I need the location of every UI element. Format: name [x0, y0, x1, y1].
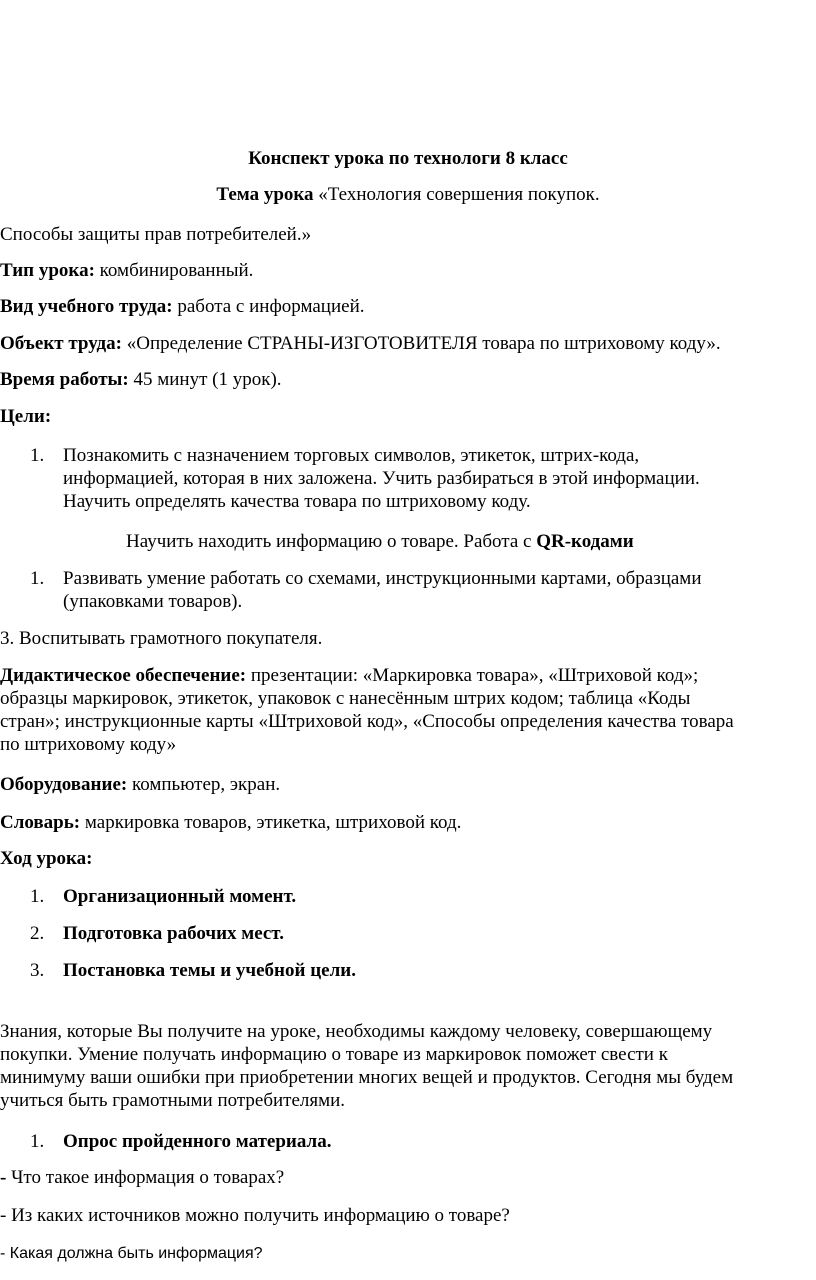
survey-step-text: Опрос пройденного материала.: [63, 1131, 332, 1152]
goal-item-3: 3. Воспитывать грамотного покупателя.: [0, 628, 323, 649]
lesson-type-label: Тип урока:: [0, 260, 95, 281]
lesson-type: [0, 259, 253, 282]
work-kind: [0, 295, 364, 318]
question-1: - Что такое информация о товарах?: [0, 1167, 285, 1188]
vocabulary-value: маркировка товаров, этикетка, штриховой код.: [84, 812, 462, 833]
work-object-label: Объект труда:: [0, 333, 122, 354]
document-page: Конспект урока по технологи 8 класс Тема урока «Технология совершения покупок. Способы защиты прав потребителей.» Тип урока: комбинированный. Вид учебного труда: работа с информацией. Объект труда: «Определение СТРАНЫ-ИЗГОТОВИТЕЛЯ товара по штриховому коду». Время работы: 45 минут (1 урок). Цели: 1. Познакомить с назначением торговых символов, этикеток, штрих-кода, информацией, которая в них заложена. Учить разбираться в этой информации. Научить определять качества товара по штриховому коду. Научить находить информацию о товаре. Работа с QR-кодами 1. Развивать умение работать со схемами, инструкционными картами, образцами (упаковками товаров). 3. Воспитывать грамотного покупателя. Дидактическое обеспечение: презентации: «Маркировка товара», «Штриховой код»; образцы маркировок, этикеток, упаковок с нанесённым штрих кодом; таблица «Коды стран»; инструкционные карты «Штриховой код», «Способы определения качества товара по штриховому коду» Оборудование: компьютер, экран. Словарь: маркировка товаров, этикетка, штриховой код. Ход урока: 1. Организационный момент. 2. Подготовка рабочих мест. 3. Постановка темы и учебной цели. Знания, которые Вы получите на уроке, необходимы каждому человеку, совершающему покупки. Умение получать информацию о товаре из маркировок поможет свести к минимуму ваши ошибки при приобретении многих вещей и продуктов. Сегодня мы будем учиться быть грамотными потребителями. 1. Опрос пройденного материала. - Что такое информация о товарах? - Из каких источников можно получить информацию о товаре? - Какая должна быть информация?: [0, 0, 816, 1280]
didactic-label: Дидактическое обеспечение:: [0, 665, 247, 686]
topic-line: [0, 183, 816, 206]
goal-centered-line: Научить находить информацию о товаре. Работа с QR-кодами: [126, 531, 634, 552]
work-kind-label: Вид учебного труда:: [0, 296, 173, 317]
work-time-value: 45 минут (1 урок).: [133, 369, 282, 390]
course-step-text: Подготовка рабочих мест.: [63, 923, 284, 944]
goal-item-2: [0, 567, 800, 614]
course-step-text: Организационный момент.: [63, 886, 297, 907]
list-number: 1.: [30, 886, 45, 907]
lesson-type-value: комбинированный.: [99, 260, 254, 281]
goal-item-text: Развивать умение работать со схемами, инструкционными картами, образцами (упаковками товаров).: [63, 568, 702, 612]
vocabulary-label: Словарь:: [0, 812, 81, 833]
work-time: [0, 368, 282, 391]
question-2: - Из каких источников можно получить информацию о товаре?: [0, 1205, 510, 1226]
list-number: 1.: [30, 568, 45, 589]
goals-heading: Цели:: [0, 406, 52, 427]
topic-value: «Технология совершения покупок.: [318, 184, 600, 205]
document-title: Конспект урока по технологи 8 класс: [248, 148, 568, 169]
work-object: [0, 332, 721, 355]
work-object-value: «Определение СТРАНЫ-ИЗГОТОВИТЕЛЯ товара по штриховому коду».: [126, 333, 721, 354]
equipment: [0, 773, 280, 796]
list-number: 3.: [30, 960, 45, 981]
course-step-text: Постановка темы и учебной цели.: [63, 960, 356, 981]
goal-item-1: [0, 444, 800, 514]
topic-label: Тема урока: [216, 184, 314, 205]
list-number: 1.: [30, 1131, 45, 1152]
topic-continuation: Способы защиты прав потребителей.»: [0, 224, 312, 245]
list-number: 1.: [30, 445, 45, 466]
course-heading: Ход урока:: [0, 848, 93, 869]
goal-item-text: Познакомить с назначением торговых символов, этикеток, штрих-кода, информацией, которая в них заложена. Учить разбираться в этой информации. Научить определять качества товара по штриховому коду.: [63, 445, 700, 512]
equipment-value: компьютер, экран.: [131, 774, 281, 795]
question-3: - Какая должна быть информация?: [0, 1245, 263, 1262]
equipment-label: Оборудование:: [0, 774, 128, 795]
list-number: 2.: [30, 923, 45, 944]
work-time-label: Время работы:: [0, 369, 129, 390]
work-kind-value: работа с информацией.: [177, 296, 365, 317]
vocabulary: [0, 811, 461, 834]
